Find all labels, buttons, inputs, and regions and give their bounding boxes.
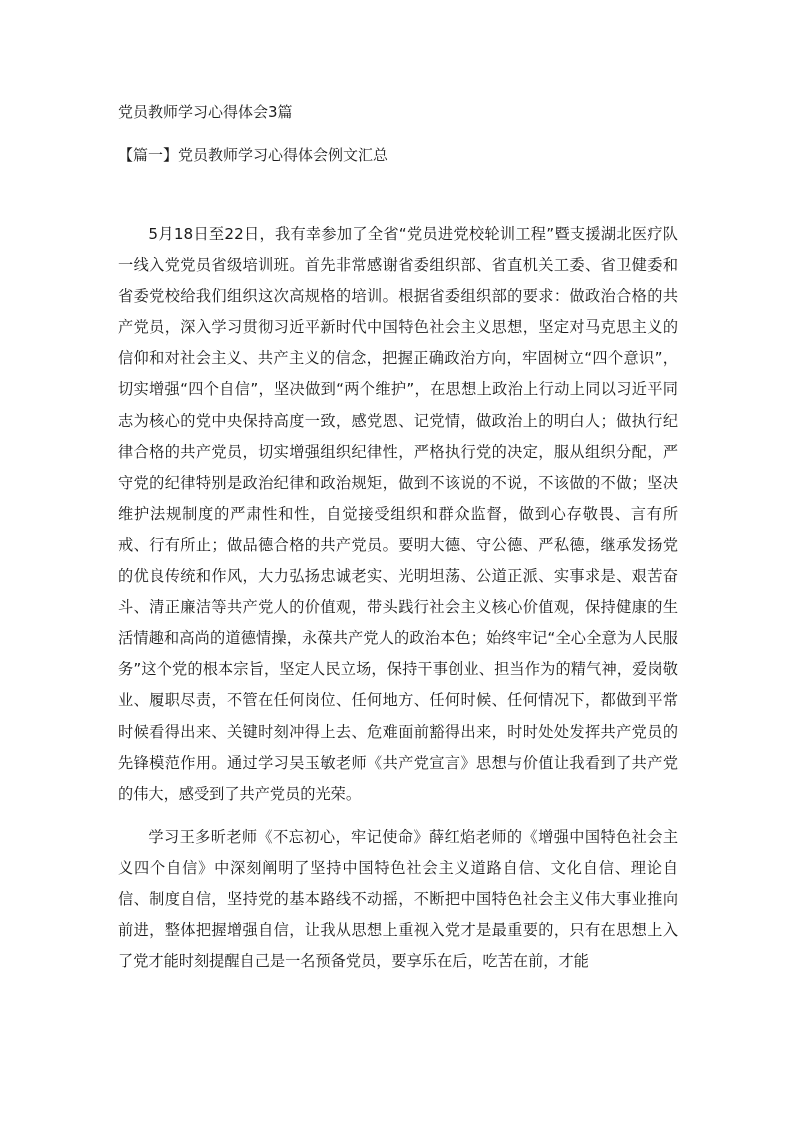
section-heading: 【篇一】党员教师学习心得体会例文汇总 — [118, 146, 389, 164]
document-title: 党员教师学习心得体会3篇 — [118, 103, 293, 121]
document-body — [118, 219, 678, 989]
paragraph-2: 学习王多昕老师《不忘初心，牢记使命》薛红焰老师的《增强中国特色社会主义四个自信》中深刻阐明了坚持中国特色社会主义道路自信、文化自信、理论自信、制度自信，坚持党的基本路线不动摇，不断把中国特色社会主义伟大事业推向前进，整体把握增强自信，让我从思想上重视入党才是最重要的，只有在思想上入了党才能时刻提醒自己是一名预备党员，要享乐在后，吃苦在前，才能 — [118, 827, 678, 971]
paragraph-1: 5月18日至22日，我有幸参加了全省“党员进党校轮训工程”暨支援湖北医疗队一线入党党员省级培训班。首先非常感谢省委组织部、省直机关工委、省卫健委和省委党校给我们组织这次高规格的培训。根据省委组织部的要求：做政治合格的共产党员，深入学习贯彻习近平新时代中国特色社会主义思想，坚定对马克思主义的信仰和对社会主义、共产主义的信念，把握正确政治方向，牢固树立“四个意识”，切实增强“四个自信”，坚决做到“两个维护”，在思想上政治上行动上同以习近平同志为核心的党中央保持高度一致，感党恩、记党情，做政治上的明白人；做执行纪律合格的共产党员，切实增强组织纪律性，严格执行党的决定，服从组织分配，严守党的纪律特别是政治纪律和政治规矩，做到不该说的不说，不该做的不做；坚决维护法规制度的严肃性和性，自觉接受组织和群众监督，做到心存敬畏、言有所戒、行有所止；做品德合格的共产党员。要明大德、守公德、严私德，继承发扬党的优良传统和作风，大力弘扬忠诚老实、光明坦荡、公道正派、实事求是、艰苦奋斗、清正廉洁等共产党人的价值观，带头践行社会主义核心价值观，保持健康的生活情趣和高尚的道德情操，永葆共产党人的政治本色；始终牢记“全心全意为人民服务”这个党的根本宗旨，坚定人民立场，保持干事创业、担当作为的精气神，爱岗敬业、履职尽责，不管在任何岗位、任何地方、任何时候、任何情况下，都做到平常时候看得出来、关键时刻冲得上去、危难面前豁得出来，时时处处发挥共产党员的先锋模范作用。通过学习吴玉敏老师《共产党宣言》思想与价值让我看到了共产党的伟大，感受到了共产党员的光荣。 — [118, 225, 678, 803]
